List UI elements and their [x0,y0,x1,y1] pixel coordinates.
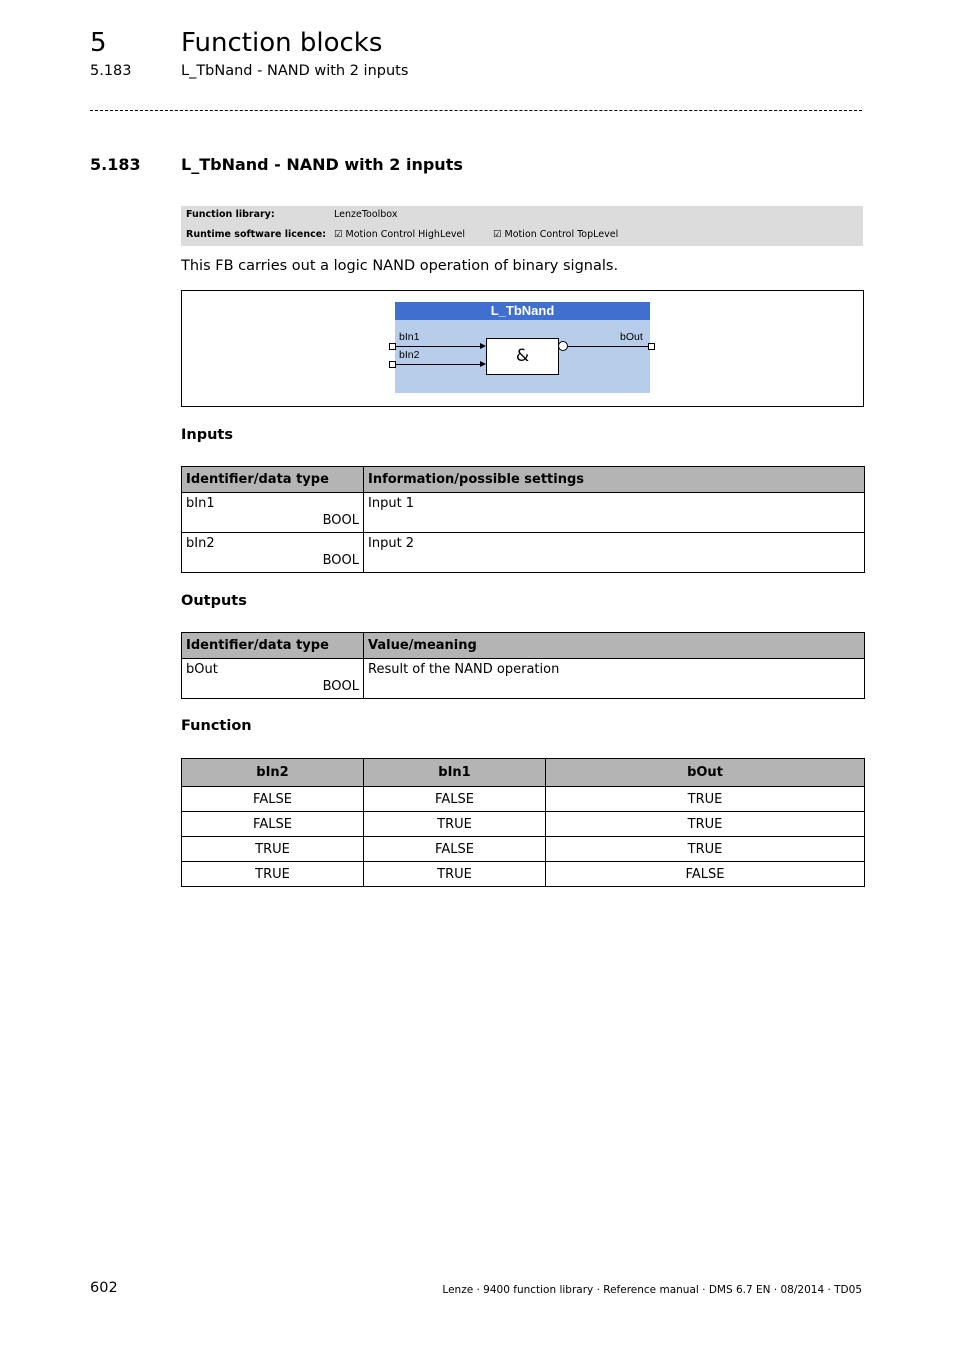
cell: FALSE [182,812,364,837]
info: Input 1 [364,493,865,533]
input-terminal-bin2 [389,361,396,368]
library-label: Function library: [186,209,275,220]
pin-label-bin1: bIn1 [399,331,420,343]
truth-col-bout: bOut [546,759,865,787]
table-row [182,862,865,887]
outputs-heading: Outputs [181,593,247,609]
function-heading: Function [181,718,252,734]
negation-circle-icon [558,341,568,351]
truth-col-bin1: bIn1 [364,759,546,787]
cell: FALSE [182,787,364,812]
cell: TRUE [546,812,865,837]
inputs-table [181,466,865,573]
section-title: L_TbNand - NAND with 2 inputs [181,155,463,174]
library-value: LenzeToolbox [334,209,398,220]
identifier: bIn1 [186,496,215,511]
inputs-col-identifier: Identifier/data type [182,467,364,493]
page-number: 602 [90,1280,118,1296]
identifier: bIn2 [186,536,215,551]
wire-bout [568,346,649,347]
inputs-heading: Inputs [181,427,233,443]
outputs-table [181,632,865,699]
outputs-col-value: Value/meaning [364,633,865,659]
outputs-col-identifier: Identifier/data type [182,633,364,659]
cell: TRUE [546,787,865,812]
cell: TRUE [364,812,546,837]
licence-label: Runtime software licence: [186,229,326,240]
data-type: BOOL [322,553,359,568]
cell: TRUE [182,837,364,862]
cell: FALSE [364,837,546,862]
licence-toplevel: ☑ Motion Control TopLevel [493,229,619,240]
table-row [182,493,865,533]
fb-block-title: L_TbNand [395,302,650,320]
cell: TRUE [546,837,865,862]
table-row [182,837,865,862]
cell: FALSE [546,862,865,887]
inputs-col-info: Information/possible settings [364,467,865,493]
cell: TRUE [364,862,546,887]
truth-col-bin2: bIn2 [182,759,364,787]
output-terminal-bout [648,343,655,350]
chapter-title: Function blocks [181,28,383,58]
table-row [182,812,865,837]
header-section-title: L_TbNand - NAND with 2 inputs [181,63,409,79]
data-type: BOOL [322,679,359,694]
cell: TRUE [182,862,364,887]
wire-bin2 [396,364,480,365]
library-info-box [181,206,863,246]
data-type: BOOL [322,513,359,528]
licence-highlevel: ☑ Motion Control HighLevel [334,229,466,240]
header-section-number: 5.183 [90,63,132,79]
nand-gate: & [486,338,559,375]
intro-text: This FB carries out a logic NAND operation of binary signals. [181,258,619,274]
pin-label-bin2: bIn2 [399,349,420,361]
wire-bin1 [396,346,480,347]
cell: FALSE [364,787,546,812]
table-row [182,659,865,699]
identifier: bOut [186,662,218,677]
input-terminal-bin1 [389,343,396,350]
info: Input 2 [364,533,865,573]
footer-doc-info: Lenze · 9400 function library · Reference manual · DMS 6.7 EN · 08/2014 · TD05 [442,1284,862,1296]
table-row [182,787,865,812]
section-number: 5.183 [90,155,141,174]
table-row [182,533,865,573]
chapter-number: 5 [90,28,107,58]
header-divider [90,110,862,111]
pin-label-bout: bOut [620,331,643,343]
info: Result of the NAND operation [364,659,865,699]
truth-table [181,758,865,887]
